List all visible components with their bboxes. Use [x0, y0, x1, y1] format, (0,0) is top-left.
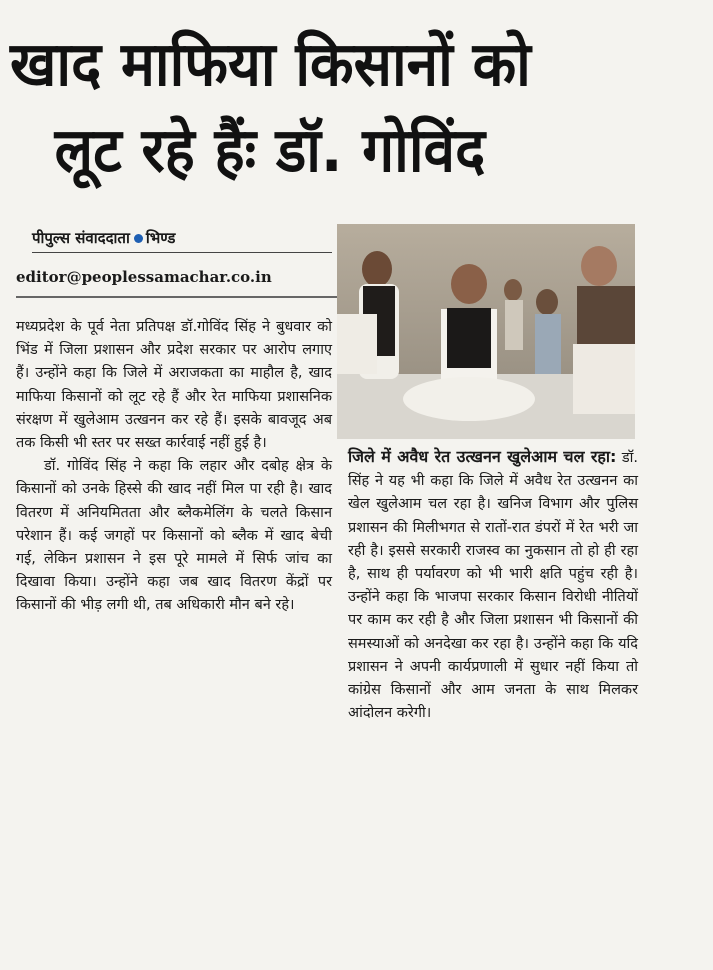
section-subheading: जिले में अवैध रेत उत्खनन खुलेआम चल रहा:	[348, 447, 617, 466]
article-paragraph: डॉ. गोविंद सिंह ने कहा कि लहार और दबोह क्षेत्र के किसानों को उनके हिस्से की खाद नहीं मिल पा रही है। खाद वितरण में अनियमितता और ब्लैकमेलिंग के चलते किसान परेशान हैं। कई जगहों पर किसानों को ब्लैक में खाद बेची गई, लेकिन प्रशासन ने इस पूरे मामले में सिर्फ जांच का दिखावा किया। उन्होंने कहा जब खाद वितरण केंद्रों पर किसानों की भीड़ लगी थी, तब अधिकारी मौन बने रहे।	[16, 458, 332, 614]
byline-place: भिण्ड	[145, 229, 176, 247]
headline	[10, 22, 661, 194]
people-seated-photo	[337, 224, 635, 439]
byline	[32, 226, 332, 253]
headline-line-1: खाद माफिया किसानों को	[10, 29, 531, 100]
article-column-left	[16, 316, 332, 618]
article-paragraph: डॉ. सिंह ने यह भी कहा कि जिले में अवैध रेत उत्खनन का खेल खुलेआम चल रहा है। खनिज विभाग और पुलिस प्रशासन की मिलीभगत से रातों-रात डंपरों में रेत भरी जा रही है। इससे सरकारी राजस्व का नुकसान तो हो ही रहा है, साथ ही पर्यावरण को भी भारी क्षति पहुंच रही है। उन्होंने कहा कि भाजपा सरकार किसान विरोधी नीतियों पर काम कर रही है और जिला प्रशासन भी किसानों की समस्याओं को अनदेखा कर रहा है। उन्होंने कहा कि यदि प्रशासन ने अपनी कार्यप्रणाली में सुधार नहीं किया तो कांग्रेस किसानों और आम जनता के साथ मिलकर आंदोलन करेगी।	[348, 450, 639, 722]
email-address[interactable]: editor@peoplessamachar.co.in	[16, 266, 338, 298]
bullet-dot-icon	[134, 234, 143, 243]
article-paragraph: मध्यप्रदेश के पूर्व नेता प्रतिपक्ष डॉ.गोविंद सिंह ने बुधवार को भिंड में जिला प्रशासन और प्रदेश सरकार पर आरोप लगाए हैं। उन्होंने कहा कि जिले में अराजकता का माहौल है, खाद माफिया किसानों को लूट रहे हैं और रेत माफिया प्रशासनिक संरक्षण में खुलेआम उत्खनन कर रहे हैं। इसके बावजूद अब तक किसी भी स्तर पर सख्त कार्रवाई नहीं हुई है।	[16, 319, 332, 452]
article-column-right	[348, 445, 638, 725]
headline-line-2: लूट रहे हैंः डॉ. गोविंद	[54, 115, 486, 186]
photo-illustration	[337, 224, 635, 439]
byline-reporter: पीपुल्स संवाददाता	[32, 229, 130, 247]
